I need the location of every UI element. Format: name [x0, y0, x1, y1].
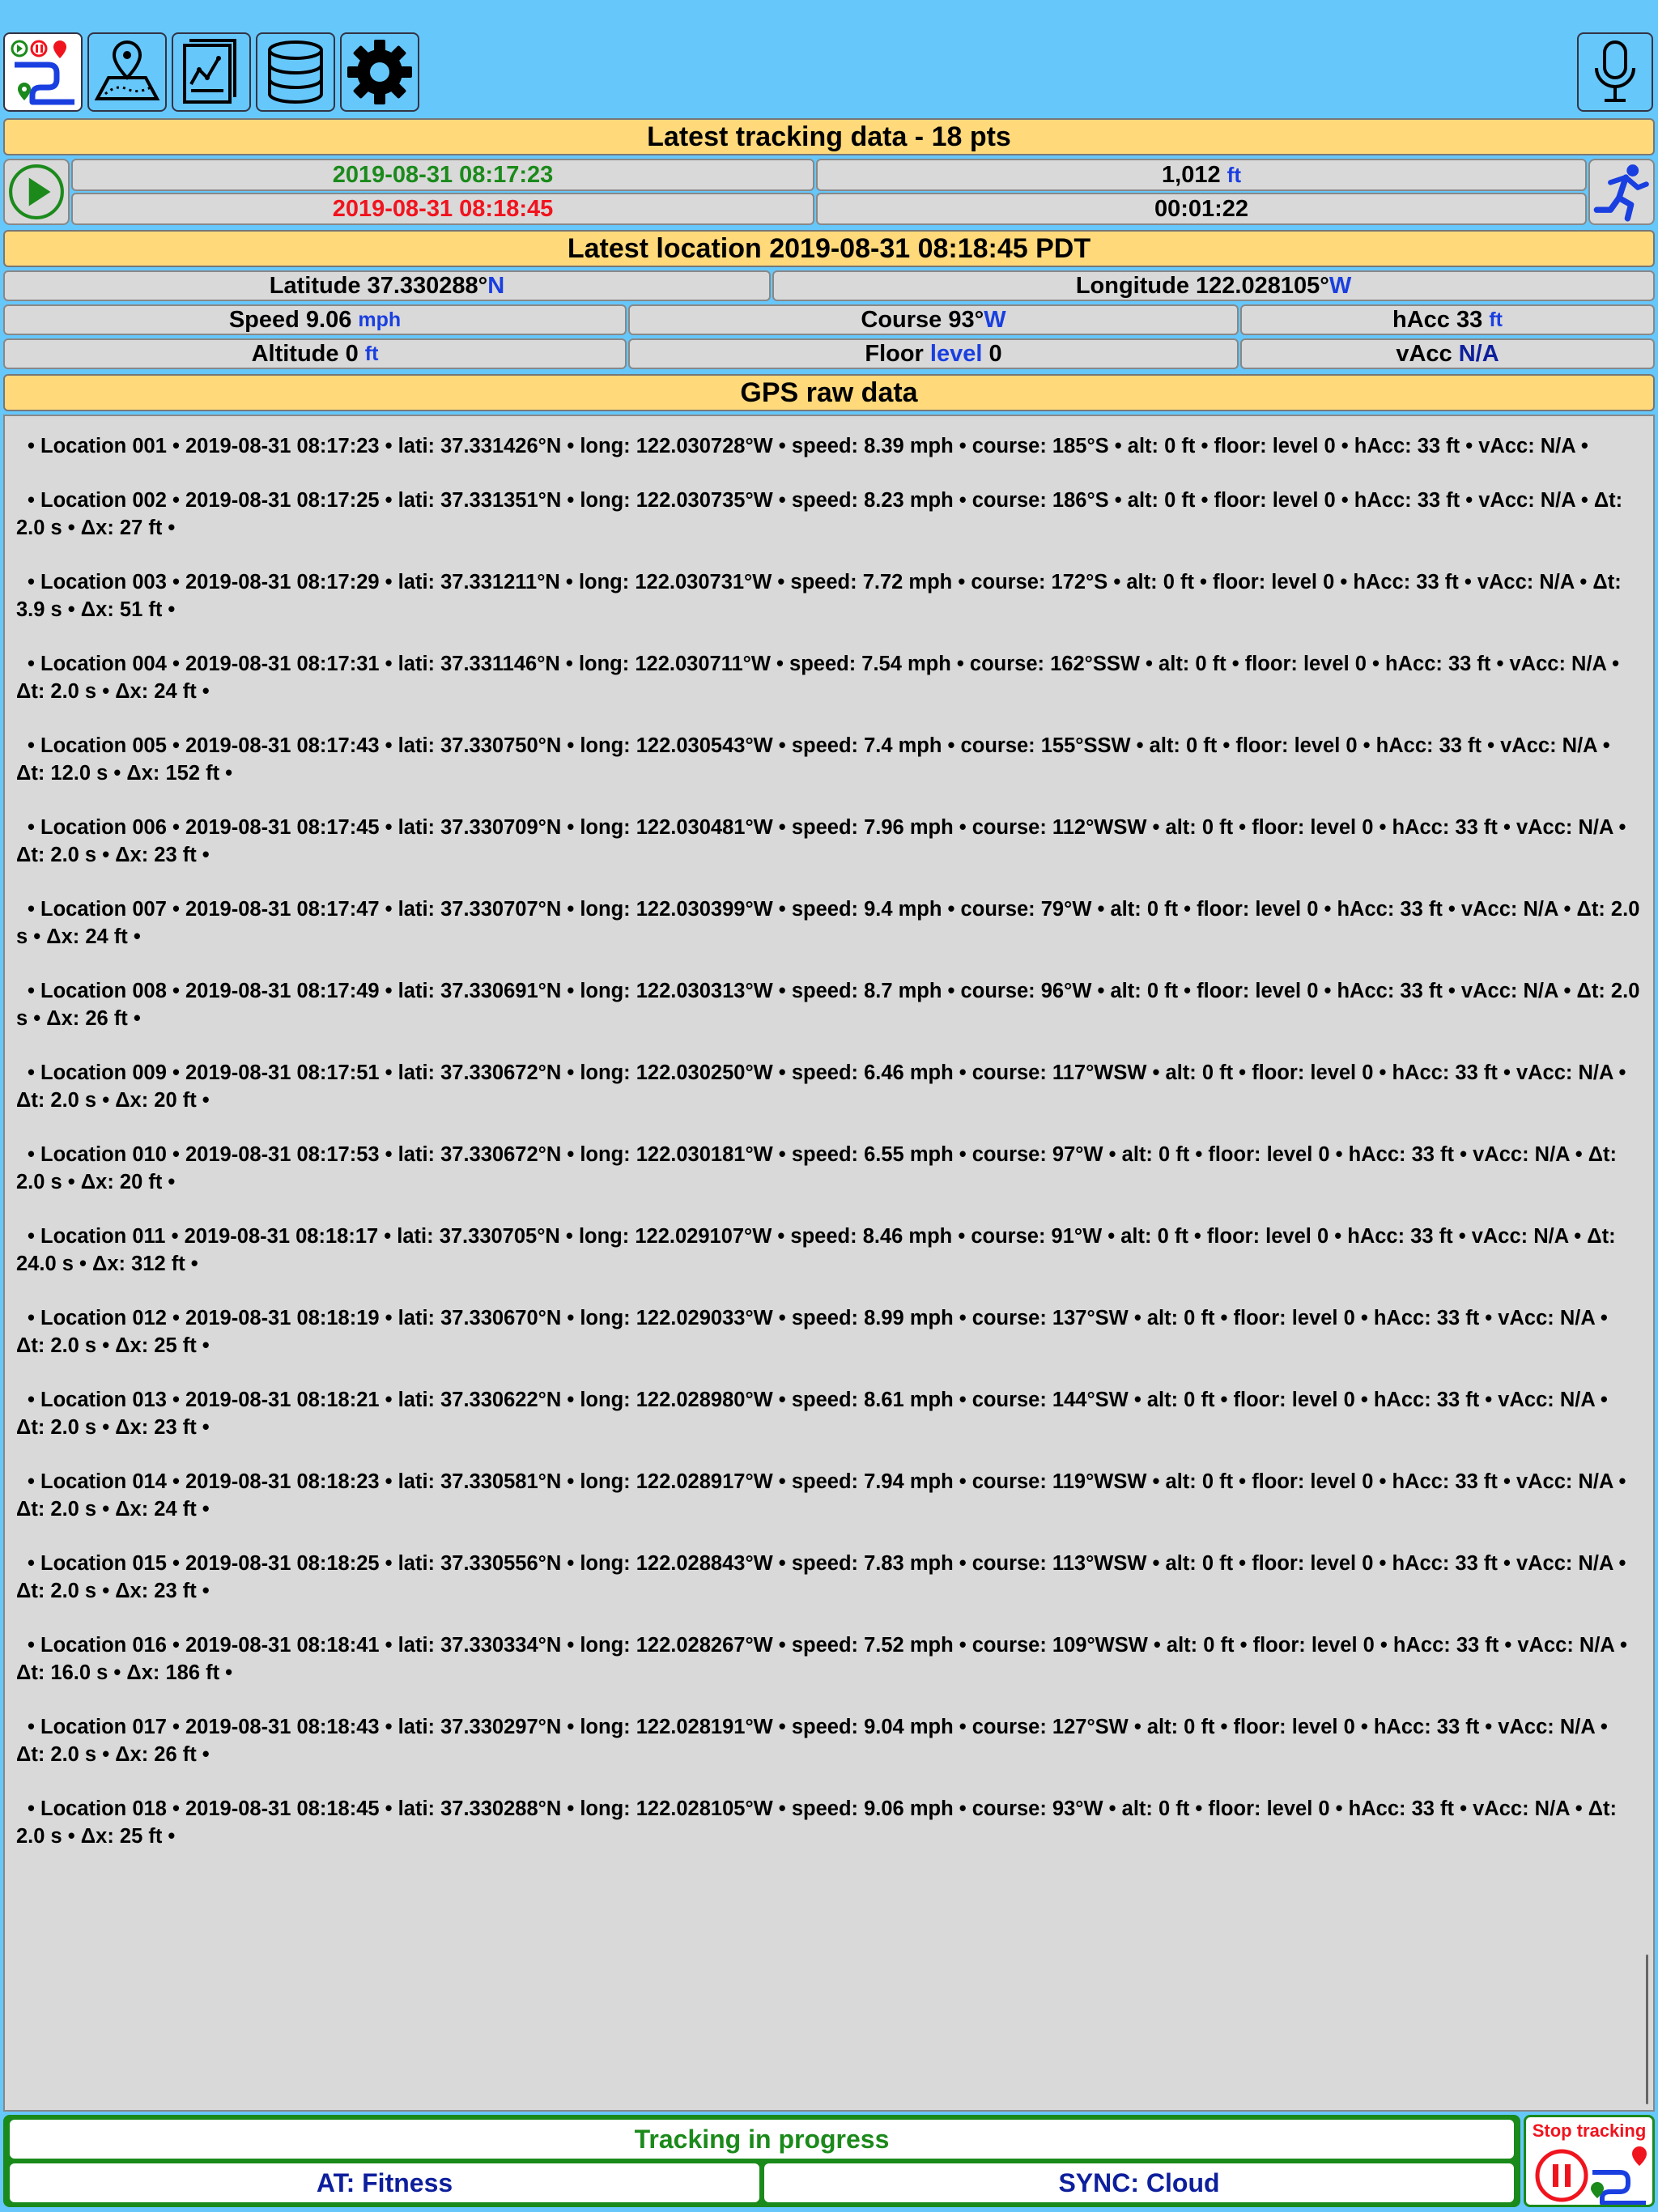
raw-data-panel[interactable]: [3, 415, 1655, 2112]
tracking-title: Latest tracking data - 18 pts: [647, 121, 1011, 152]
list-item: • Location 001 • 2019-08-31 08:17:23 • lati: 37.331426°N • long: 122.030728°W • speed: 8.39 mph • course: 185°S • alt: 0 ft • floor: level 0 • hAcc: 33 ft • vAcc: N/A •: [28, 435, 1588, 457]
tracking-status-text: Tracking in progress: [634, 2124, 890, 2154]
end-time-value: 2019-08-31 08:18:45: [332, 195, 554, 222]
latitude-label: Latitude 37.330288°: [269, 272, 488, 299]
list-item: • Location 005 • 2019-08-31 08:17:43 • lati: 37.330750°N • long: 122.030543°W • speed: 7.4 mph • course: 155°SSW • alt: 0 ft • floor: level 0 • hAcc: 33 ft • vAcc: N/A • Δt: 12.0 s • Δx: 152 ft •: [16, 734, 1610, 785]
list-item: • Location 010 • 2019-08-31 08:17:53 • lati: 37.330672°N • long: 122.030181°W • speed: 6.55 mph • course: 97°W • alt: 0 ft • floor: level 0 • hAcc: 33 ft • vAcc: N/A • Δt: 2.0 s • Δx: 20 ft •: [16, 1143, 1618, 1193]
duration: [816, 193, 1587, 225]
play-icon: [7, 163, 66, 221]
floor-label: Floor: [865, 340, 924, 367]
start-time: [71, 159, 814, 191]
duration-value: 00:01:22: [1154, 195, 1249, 222]
floor: [628, 338, 1239, 369]
app-logo-button[interactable]: [3, 32, 83, 112]
course: [628, 304, 1239, 335]
map-button[interactable]: [87, 32, 167, 112]
database-icon: [261, 37, 330, 107]
floor-word: level: [929, 340, 983, 367]
distance: [816, 159, 1587, 191]
list-item: • Location 007 • 2019-08-31 08:17:47 • lati: 37.330707°N • long: 122.030399°W • speed: 9.4 mph • course: 79°W • alt: 0 ft • floor: level 0 • hAcc: 33 ft • vAcc: N/A • Δt: 2.0 s • Δx: 24 ft •: [16, 898, 1640, 948]
course-dir: W: [984, 306, 1006, 333]
longitude: [772, 270, 1655, 301]
list-item: • Location 016 • 2019-08-31 08:18:41 • lati: 37.330334°N • long: 122.028267°W • speed: 7.52 mph • course: 109°WSW • alt: 0 ft • floor: level 0 • hAcc: 33 ft • vAcc: N/A • Δt: 16.0 s • Δx: 186 ft •: [16, 1634, 1627, 1684]
list-item: • Location 012 • 2019-08-31 08:18:19 • lati: 37.330670°N • long: 122.029033°W • speed: 8.99 mph • course: 137°SW • alt: 0 ft • floor: level 0 • hAcc: 33 ft • vAcc: N/A • Δt: 2.0 s • Δx: 25 ft •: [16, 1307, 1608, 1357]
list-item: • Location 014 • 2019-08-31 08:18:23 • lati: 37.330581°N • long: 122.028917°W • speed: 7.94 mph • course: 119°WSW • alt: 0 ft • floor: level 0 • hAcc: 33 ft • vAcc: N/A • Δt: 2.0 s • Δx: 24 ft •: [16, 1470, 1626, 1521]
distance-value: 1,012: [1162, 161, 1221, 188]
speed-label: Speed 9.06: [228, 306, 352, 333]
microphone-icon: [1580, 37, 1650, 107]
activity-type-button[interactable]: [10, 2163, 759, 2202]
list-item: • Location 015 • 2019-08-31 08:18:25 • lati: 37.330556°N • long: 122.028843°W • speed: 7.83 mph • course: 113°WSW • alt: 0 ft • floor: level 0 • hAcc: 33 ft • vAcc: N/A • Δt: 2.0 s • Δx: 23 ft •: [16, 1552, 1626, 1602]
tracking-status: [10, 2120, 1514, 2159]
scrollbar[interactable]: [1646, 1955, 1648, 2104]
settings-button[interactable]: [340, 32, 419, 112]
floor-value: 0: [988, 340, 1002, 367]
list-item: • Location 011 • 2019-08-31 08:18:17 • lati: 37.330705°N • long: 122.029107°W • speed: 8.46 mph • course: 91°W • alt: 0 ft • floor: level 0 • hAcc: 33 ft • vAcc: N/A • Δt: 24.0 s • Δx: 312 ft •: [16, 1225, 1616, 1275]
hacc-unit: ft: [1489, 308, 1503, 331]
end-time: [71, 193, 814, 225]
activity-button[interactable]: [1588, 159, 1655, 225]
toolbar: [0, 0, 1658, 117]
speed-unit: mph: [358, 308, 402, 331]
raw-title: GPS raw data: [740, 376, 918, 408]
location-title: Latest location 2019-08-31 08:18:45 PDT: [567, 232, 1091, 264]
footer: [0, 2112, 1658, 2212]
raw-data-list: [5, 416, 1653, 1850]
latitude-dir: N: [487, 272, 505, 299]
stop-tracking-icon: [1533, 2145, 1651, 2205]
sync-button[interactable]: [764, 2163, 1514, 2202]
list-item: • Location 009 • 2019-08-31 08:17:51 • lati: 37.330672°N • long: 122.030250°W • speed: 6.46 mph • course: 117°WSW • alt: 0 ft • floor: level 0 • hAcc: 33 ft • vAcc: N/A • Δt: 2.0 s • Δx: 20 ft •: [16, 1061, 1626, 1112]
list-item: • Location 004 • 2019-08-31 08:17:31 • lati: 37.331146°N • long: 122.030711°W • speed: 7.54 mph • course: 162°SSW • alt: 0 ft • floor: level 0 • hAcc: 33 ft • vAcc: N/A • Δt: 2.0 s • Δx: 24 ft •: [16, 653, 1620, 703]
app-logo-icon: [8, 37, 78, 107]
altitude: [3, 338, 627, 369]
start-time-value: 2019-08-31 08:17:23: [332, 161, 554, 188]
list-item: • Location 013 • 2019-08-31 08:18:21 • lati: 37.330622°N • long: 122.028980°W • speed: 8.61 mph • course: 144°SW • alt: 0 ft • floor: level 0 • hAcc: 33 ft • vAcc: N/A • Δt: 2.0 s • Δx: 23 ft •: [16, 1389, 1608, 1439]
distance-unit: ft: [1226, 162, 1241, 187]
longitude-dir: W: [1329, 272, 1352, 299]
activity-type-text: AT: Fitness: [316, 2167, 453, 2197]
hacc-label: hAcc 33: [1392, 306, 1483, 333]
vacc-value: N/A: [1458, 340, 1499, 367]
list-item: • Location 017 • 2019-08-31 08:18:43 • lati: 37.330297°N • long: 122.028191°W • speed: 9.04 mph • course: 127°SW • alt: 0 ft • floor: level 0 • hAcc: 33 ft • vAcc: N/A • Δt: 2.0 s • Δx: 26 ft •: [16, 1716, 1608, 1766]
latitude: [3, 270, 771, 301]
list-item: • Location 008 • 2019-08-31 08:17:49 • lati: 37.330691°N • long: 122.030313°W • speed: 8.7 mph • course: 96°W • alt: 0 ft • floor: level 0 • hAcc: 33 ft • vAcc: N/A • Δt: 2.0 s • Δx: 26 ft •: [16, 980, 1640, 1030]
altitude-label: Altitude 0: [251, 340, 359, 367]
raw-header: [3, 374, 1655, 411]
play-button[interactable]: [3, 159, 70, 225]
sync-text: SYNC: Cloud: [1058, 2167, 1220, 2197]
charts-button[interactable]: [172, 32, 251, 112]
longitude-label: Longitude 122.028105°: [1075, 272, 1329, 299]
map-route-icon: [92, 37, 162, 107]
list-item: • Location 002 • 2019-08-31 08:17:25 • lati: 37.331351°N • long: 122.030735°W • speed: 8.23 mph • course: 186°S • alt: 0 ft • floor: level 0 • hAcc: 33 ft • vAcc: N/A • Δt: 2.0 s • Δx: 27 ft •: [16, 489, 1623, 539]
hacc: [1240, 304, 1655, 335]
status-panel: [3, 2115, 1520, 2207]
settings-gear-icon: [345, 37, 414, 107]
list-item: • Location 018 • 2019-08-31 08:18:45 • lati: 37.330288°N • long: 122.028105°W • speed: 9.06 mph • course: 93°W • alt: 0 ft • floor: level 0 • hAcc: 33 ft • vAcc: N/A • Δt: 2.0 s • Δx: 25 ft •: [16, 1797, 1618, 1848]
vacc-label: vAcc: [1396, 340, 1452, 367]
database-button[interactable]: [256, 32, 335, 112]
altitude-unit: ft: [364, 342, 379, 365]
speed: [3, 304, 627, 335]
list-item: • Location 003 • 2019-08-31 08:17:29 • lati: 37.331211°N • long: 122.030731°W • speed: 7.72 mph • course: 172°S • alt: 0 ft • floor: level 0 • hAcc: 33 ft • vAcc: N/A • Δt: 3.9 s • Δx: 51 ft •: [16, 571, 1622, 621]
list-item: • Location 006 • 2019-08-31 08:17:45 • lati: 37.330709°N • long: 122.030481°W • speed: 7.96 mph • course: 112°WSW • alt: 0 ft • floor: level 0 • hAcc: 33 ft • vAcc: N/A • Δt: 2.0 s • Δx: 23 ft •: [16, 816, 1626, 866]
stop-tracking-label: Stop tracking: [1532, 2121, 1647, 2141]
vacc: [1240, 338, 1655, 369]
stop-tracking-button[interactable]: [1524, 2115, 1655, 2207]
course-label: Course 93°: [861, 306, 984, 333]
microphone-button[interactable]: [1577, 32, 1653, 112]
tracking-header: [3, 118, 1655, 155]
charts-report-icon: [176, 37, 246, 107]
running-person-icon: [1592, 162, 1652, 222]
location-header: [3, 230, 1655, 267]
